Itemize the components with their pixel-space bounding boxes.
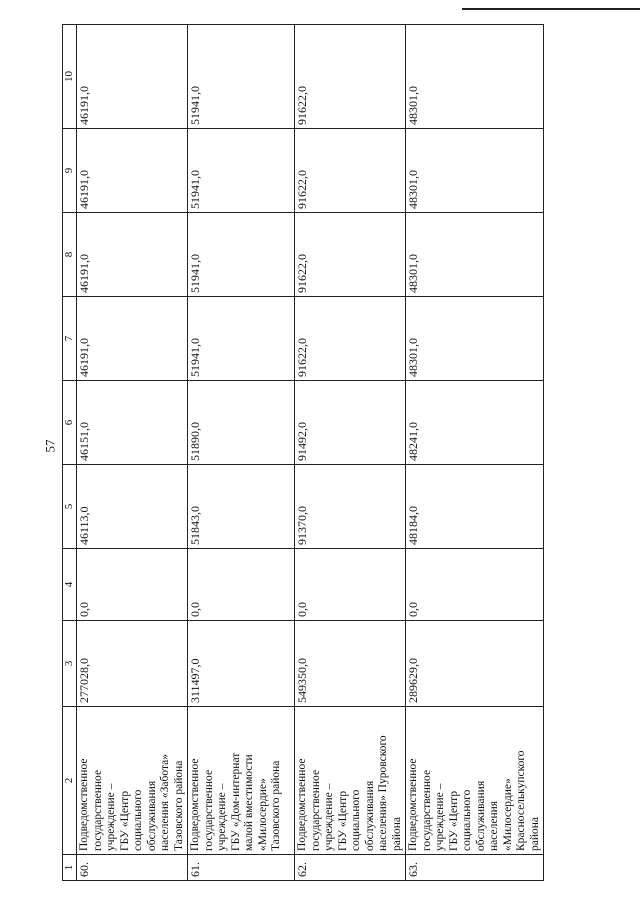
value-cell: 51941,0 xyxy=(188,297,295,381)
value-cell: 0,0 xyxy=(77,549,188,621)
value-cell: 0,0 xyxy=(295,549,406,621)
column-header: 9 xyxy=(63,129,77,213)
table-row xyxy=(188,25,295,881)
column-number-row xyxy=(63,25,77,881)
institution-name: Подведомственное государственное учреждение – ГБУ «Центр социального обслуживания населения «Забота» Тазовского района xyxy=(77,707,188,855)
column-header: 3 xyxy=(63,621,77,707)
data-table xyxy=(62,24,544,881)
column-header: 2 xyxy=(63,707,77,855)
value-cell: 48301,0 xyxy=(406,25,544,129)
value-cell: 91622,0 xyxy=(295,213,406,297)
value-cell: 48184,0 xyxy=(406,465,544,549)
table-row xyxy=(295,25,406,881)
value-cell: 46191,0 xyxy=(77,297,188,381)
column-header: 6 xyxy=(63,381,77,465)
value-cell: 91492,0 xyxy=(295,381,406,465)
row-number: 62. xyxy=(295,855,406,881)
value-cell: 91370,0 xyxy=(295,465,406,549)
column-header: 1 xyxy=(63,855,77,881)
value-cell: 0,0 xyxy=(406,549,544,621)
value-cell: 277028,0 xyxy=(77,621,188,707)
column-header: 8 xyxy=(63,213,77,297)
value-cell: 91622,0 xyxy=(295,297,406,381)
value-cell: 51941,0 xyxy=(188,129,295,213)
value-cell: 549350,0 xyxy=(295,621,406,707)
table-row xyxy=(406,25,544,881)
value-cell: 48241,0 xyxy=(406,381,544,465)
value-cell: 91622,0 xyxy=(295,25,406,129)
institution-name: Подведомственное государственное учреждение – ГБУ «Центр социального обслуживания населения» Пуровского района xyxy=(295,707,406,855)
institution-name: Подведомственное государственное учреждение – ГБУ «Центр социального обслуживания населения «Милосердие» Красноселькупского района xyxy=(406,707,544,855)
value-cell: 46113,0 xyxy=(77,465,188,549)
value-cell: 46191,0 xyxy=(77,213,188,297)
value-cell: 48301,0 xyxy=(406,297,544,381)
value-cell: 289629,0 xyxy=(406,621,544,707)
column-header: 7 xyxy=(63,297,77,381)
value-cell: 311497,0 xyxy=(188,621,295,707)
column-header: 5 xyxy=(63,465,77,549)
value-cell: 91622,0 xyxy=(295,129,406,213)
value-cell: 46191,0 xyxy=(77,25,188,129)
row-number: 60. xyxy=(77,855,188,881)
value-cell: 51941,0 xyxy=(188,25,295,129)
value-cell: 51843,0 xyxy=(188,465,295,549)
rotated-table-wrapper xyxy=(62,41,548,881)
value-cell: 0,0 xyxy=(188,549,295,621)
value-cell: 48301,0 xyxy=(406,213,544,297)
page-number: 57 xyxy=(42,439,58,453)
value-cell: 48301,0 xyxy=(406,129,544,213)
row-number: 61. xyxy=(188,855,295,881)
value-cell: 46191,0 xyxy=(77,129,188,213)
value-cell: 51941,0 xyxy=(188,213,295,297)
column-header: 4 xyxy=(63,549,77,621)
top-rule xyxy=(462,8,640,10)
column-header: 10 xyxy=(63,25,77,129)
row-number: 63. xyxy=(406,855,544,881)
table-row xyxy=(77,25,188,881)
institution-name: Подведомственное государственное учреждение – ГБУ «Дом-интернат малой вместимости «Милосердие» Тазовского района xyxy=(188,707,295,855)
value-cell: 51890,0 xyxy=(188,381,295,465)
value-cell: 46151,0 xyxy=(77,381,188,465)
